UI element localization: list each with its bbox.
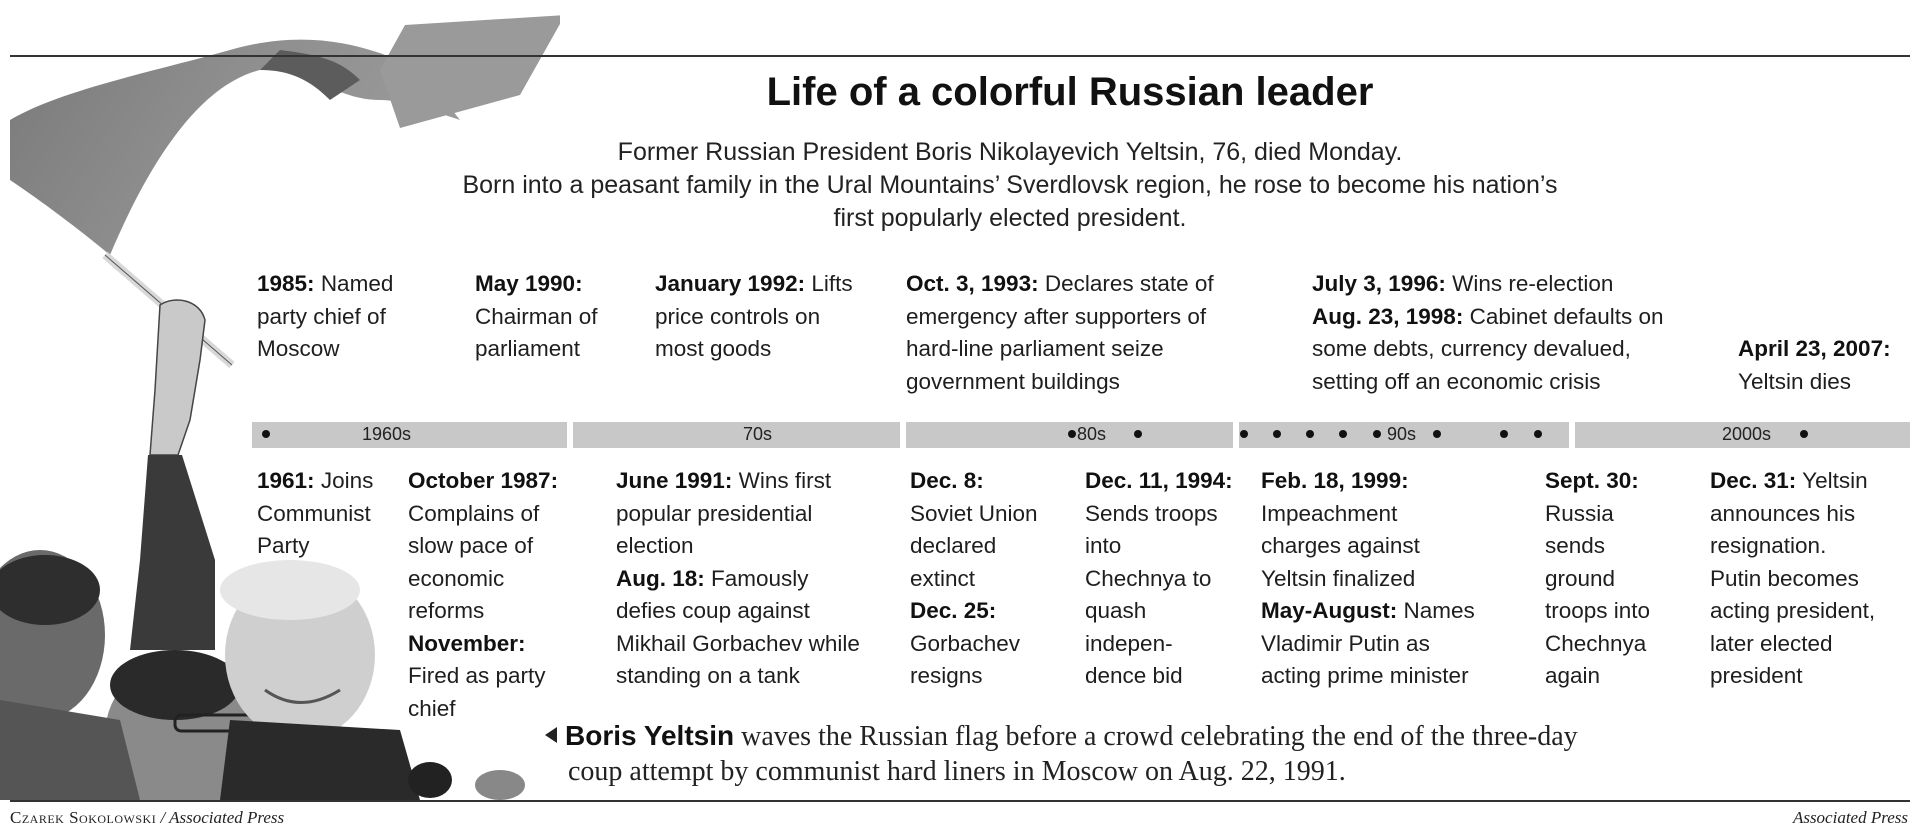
- event-text: Vladimir Putin as: [1261, 630, 1430, 656]
- event-text: later elected: [1710, 630, 1833, 656]
- event-text: Named: [320, 271, 394, 296]
- subtitle: [310, 136, 1710, 235]
- event-text: Russia: [1545, 500, 1614, 526]
- event-oct-1993: [906, 268, 1214, 398]
- subtitle-line: Former Russian President Boris Nikolayevich Yeltsin, 76, died Monday.: [617, 138, 1403, 166]
- event-date: Aug. 18:: [616, 565, 705, 591]
- event-text: emergency after supporters of: [906, 303, 1207, 329]
- event-apr-2007: [1738, 333, 1891, 398]
- event-text: Gorbachev: [910, 630, 1021, 656]
- event-text: ground: [1545, 565, 1616, 591]
- event-text: popular presidential: [616, 500, 813, 526]
- event-text: again: [1545, 663, 1601, 688]
- event-text: some debts, currency devalued,: [1312, 336, 1631, 361]
- timeline-dot: [1068, 430, 1076, 438]
- decade-label: 70s: [743, 424, 773, 444]
- event-jan-1992: [655, 268, 853, 366]
- event-text: Chechnya to: [1085, 565, 1212, 591]
- event-text: Names: [1403, 598, 1475, 623]
- event-text: sends: [1545, 533, 1606, 558]
- event-dec-1991: [910, 465, 1038, 693]
- event-text: economic: [408, 565, 505, 591]
- caption-text: coup attempt by communist hard liners in Moscow on Aug. 22, 1991.: [568, 756, 1346, 787]
- event-text: price controls on: [655, 303, 821, 329]
- subtitle-line: Born into a peasant family in the Ural Mountains’ Sverdlovsk region, he rose to become his nation’s: [462, 171, 1558, 199]
- event-text: Cabinet defaults on: [1469, 303, 1664, 329]
- event-feb-1999: [1261, 465, 1475, 693]
- photo-caption: [545, 718, 1578, 789]
- event-text: party chief of: [257, 303, 386, 329]
- caption-name: Boris Yeltsin: [565, 720, 735, 751]
- event-text: Famously: [711, 565, 809, 591]
- event-text: acting president,: [1710, 598, 1876, 623]
- event-text: Putin becomes: [1710, 565, 1859, 591]
- event-text: quash: [1085, 598, 1147, 623]
- event-date: Oct. 3, 1993:: [906, 271, 1039, 296]
- event-text: Declares state of: [1044, 271, 1214, 296]
- decade-label: 1960s: [362, 424, 412, 444]
- subtitle-line: first popularly elected president.: [833, 204, 1187, 232]
- timeline-dot: [1433, 430, 1441, 438]
- timeline-dot: [1373, 430, 1381, 438]
- timeline-band-70s: [573, 422, 900, 448]
- event-text: acting prime minister: [1261, 663, 1469, 688]
- event-text: Communist: [257, 500, 371, 526]
- page-title: Life of a colorful Russian leader: [766, 70, 1374, 114]
- event-date: October 1987:: [408, 468, 559, 493]
- event-text: defies coup against: [616, 598, 810, 623]
- event-text: Complains of: [408, 500, 540, 526]
- event-text: Yeltsin finalized: [1261, 565, 1416, 591]
- timeline-dot: [1339, 430, 1347, 438]
- event-text: Fired as party: [408, 663, 546, 688]
- event-text: into: [1085, 533, 1122, 558]
- event-date: Dec. 11, 1994:: [1085, 468, 1233, 493]
- photo-agency: / Associated Press: [156, 808, 285, 827]
- event-text: parliament: [475, 336, 581, 361]
- timeline-dot: [1273, 430, 1281, 438]
- event-1961: [257, 465, 373, 563]
- event-text: most goods: [655, 336, 772, 361]
- event-jun-1991: [616, 465, 860, 693]
- event-text: announces his: [1710, 500, 1856, 526]
- event-text: hard-line parliament seize: [906, 336, 1164, 361]
- event-date: Feb. 18, 1999:: [1261, 468, 1409, 493]
- event-text: Impeachment: [1261, 500, 1398, 526]
- event-text: chief: [408, 695, 456, 721]
- event-text: standing on a tank: [616, 663, 800, 688]
- timeline-dot: [1500, 430, 1508, 438]
- decade-label: 2000s: [1722, 424, 1772, 444]
- event-text: resigns: [910, 663, 983, 688]
- event-text: reforms: [408, 598, 485, 623]
- decade-label: 90s: [1387, 424, 1417, 444]
- decade-label: 80s: [1077, 424, 1107, 444]
- timeline-dot: [1534, 430, 1542, 438]
- event-text: resignation.: [1710, 533, 1827, 558]
- event-text: slow pace of: [408, 533, 534, 558]
- photographer-name: Czarek Sokolowski: [10, 808, 157, 827]
- event-text: setting off an economic crisis: [1312, 368, 1601, 394]
- event-date: Dec. 25:: [910, 598, 997, 623]
- event-may-1990: [475, 268, 598, 366]
- caption-text: waves the Russian flag before a crowd celebrating the end of the three-day: [734, 721, 1578, 752]
- photo-credit: [10, 808, 284, 828]
- event-text: Wins re-election: [1452, 271, 1614, 296]
- event-text: indepen-: [1085, 630, 1173, 656]
- event-text: Lifts: [811, 271, 853, 296]
- event-text: Chairman of: [475, 303, 598, 329]
- event-text: Wins first: [738, 468, 832, 493]
- event-text: Mikhail Gorbachev while: [616, 630, 860, 656]
- event-text: Moscow: [257, 336, 340, 361]
- event-date: November:: [408, 630, 526, 656]
- event-date: 1985:: [257, 271, 315, 296]
- timeline-dot: [1134, 430, 1142, 438]
- event-text: troops into: [1545, 598, 1651, 623]
- timeline-dot: [262, 430, 270, 438]
- event-text: charges against: [1261, 533, 1420, 558]
- timeline-dot: [1306, 430, 1314, 438]
- top-rule: [10, 55, 1910, 57]
- event-1985: [257, 268, 393, 366]
- event-date: May 1990:: [475, 271, 583, 296]
- graphic-credit: Associated Press: [1792, 808, 1908, 827]
- event-dec-1994: [1085, 465, 1233, 693]
- event-date: April 23, 2007:: [1738, 336, 1891, 361]
- event-date: Dec. 31:: [1710, 468, 1797, 493]
- event-date: May-August:: [1261, 598, 1398, 623]
- event-text: Chechnya: [1545, 630, 1647, 656]
- timeline-dot: [1240, 430, 1248, 438]
- event-date: Sept. 30:: [1545, 468, 1639, 493]
- event-sept-1999: [1545, 465, 1650, 693]
- event-oct-1987: [408, 465, 558, 725]
- event-dec-1999: [1710, 465, 1875, 693]
- event-text: election: [616, 533, 694, 558]
- event-text: Yeltsin dies: [1738, 368, 1851, 394]
- event-text: president: [1710, 663, 1803, 688]
- event-text: extinct: [910, 565, 976, 591]
- event-text: Joins: [320, 468, 374, 493]
- event-date: June 1991:: [616, 468, 733, 493]
- timeline-dot: [1800, 430, 1808, 438]
- event-date: 1961:: [257, 468, 315, 493]
- event-text: dence bid: [1085, 663, 1183, 688]
- event-text: government buildings: [906, 368, 1120, 394]
- event-date: Aug. 23, 1998:: [1312, 303, 1464, 329]
- event-jul-1996: [1312, 268, 1663, 398]
- event-text: Party: [257, 533, 310, 558]
- event-text: Sends troops: [1085, 500, 1218, 526]
- event-date: Dec. 8:: [910, 468, 984, 493]
- event-date: July 3, 1996:: [1312, 271, 1446, 296]
- event-date: January 1992:: [655, 271, 806, 296]
- event-text: declared: [910, 533, 997, 558]
- event-text: Yeltsin: [1802, 468, 1868, 493]
- event-text: Soviet Union: [910, 500, 1038, 526]
- bottom-rule: [10, 800, 1910, 802]
